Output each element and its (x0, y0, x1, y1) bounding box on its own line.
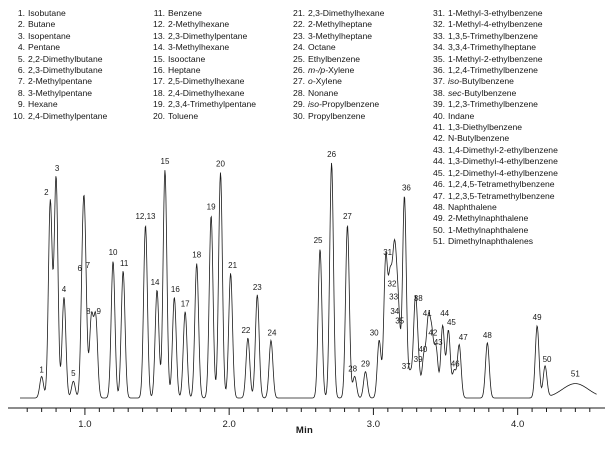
legend-item-label: Dimethylnaphthalenes (448, 236, 534, 247)
legend-item (288, 111, 428, 122)
legend-item-number: 20. (153, 110, 165, 121)
legend-item-number: 33. (433, 30, 445, 41)
legend-item-label: 2,4-Dimethylpentane (28, 110, 108, 121)
peak-label: 44 (440, 309, 450, 318)
legend-item-number: 41. (433, 122, 445, 133)
legend-item (428, 19, 606, 30)
peak-label: 50 (542, 354, 552, 364)
peak-label: 41 (422, 309, 432, 318)
x-axis-tick-label: 4.0 (511, 419, 525, 430)
legend-item (8, 99, 148, 110)
legend-item-number: 25. (293, 53, 305, 64)
legend-item-label: 1,3-Diethylbenzene (448, 122, 523, 133)
legend-item-number: 1. (17, 8, 25, 18)
chromatogram-plot (0, 150, 609, 450)
legend-item-label: 1,2-Dimethyl-4-ethylbenzene (448, 167, 558, 178)
legend-item (148, 8, 288, 19)
legend-item (148, 111, 288, 122)
peak-label: 40 (418, 345, 428, 355)
peak-label: 46 (450, 359, 460, 369)
legend-item (428, 111, 606, 122)
legend-item-number: 46. (433, 179, 445, 190)
x-axis-tick-label: 3.0 (366, 419, 381, 430)
legend-item (8, 31, 148, 42)
legend-item (288, 76, 428, 87)
legend-item-label: Ethylbenzene (308, 53, 361, 64)
x-axis-label: Min (295, 425, 314, 436)
legend-item-label: 1,2,4,5-Tetramethylbenzene (448, 179, 555, 190)
peak-label: 7 (85, 261, 91, 271)
legend-item (288, 19, 428, 30)
peak-label: 45 (446, 317, 456, 327)
peak-label: 29 (361, 359, 370, 369)
legend-item-label: 2-Methylheptane (308, 19, 373, 30)
legend-item-number: 8. (17, 87, 25, 98)
legend-item-number: 12. (153, 19, 165, 30)
peak-label: 47 (458, 333, 468, 343)
legend-item (428, 76, 606, 87)
legend-item-number: 39. (433, 99, 445, 110)
legend-item-label: 3-Methylheptane (308, 30, 373, 41)
legend-item-label: iso-Butylbenzene (448, 76, 514, 87)
legend-item-number: 14. (153, 42, 165, 53)
legend-item-number: 36. (433, 65, 445, 76)
peak-label: 49 (532, 313, 542, 322)
legend-item (288, 42, 428, 53)
x-axis-tick-label: 2.0 (222, 419, 236, 430)
legend-item-number: 4. (17, 42, 25, 53)
legend-item-label: 2,3-Dimethylpentane (168, 30, 248, 41)
chromatogram-trace (0, 150, 609, 450)
legend-item-label: 1,2,3,5-Tetramethylbenzene (448, 190, 555, 201)
legend-item-label: Isopentane (28, 30, 71, 41)
legend-item (428, 88, 606, 99)
peak-label: 16 (170, 285, 180, 295)
legend-item-label: 3-Methylhexane (168, 42, 230, 53)
peak-label: 4 (61, 285, 67, 295)
peak-label: 35 (395, 316, 405, 326)
legend-item-number: 5. (17, 53, 25, 64)
legend-item-number: 23. (293, 30, 305, 41)
peak-label: 43 (433, 338, 443, 347)
legend-item (148, 88, 288, 99)
legend-item-label: iso-Propylbenzene (308, 99, 380, 110)
peak-label: 12,13 (135, 212, 156, 222)
legend-item-number: 40. (433, 110, 445, 121)
legend-item-label: N-Butylbenzene (448, 133, 510, 144)
legend-item-number: 24. (293, 42, 305, 53)
peak-label: 28 (348, 364, 358, 374)
legend-item-number: 32. (433, 19, 445, 30)
peak-label: 11 (119, 258, 129, 268)
legend-item-number: 15. (153, 53, 165, 64)
legend-item-label: 1,4-Dimethyl-2-ethylbenzene (448, 144, 558, 155)
legend-item (8, 65, 148, 76)
legend-item-label: sec-Butylbenzene (448, 87, 517, 98)
peak-label: 9 (96, 306, 101, 316)
legend-item-label: m-/p-Xylene (308, 65, 355, 76)
peak-label: 20 (216, 159, 225, 169)
legend-item-label: 2-Methylhexane (168, 19, 230, 30)
legend-item-label: 3,3,4-Trimethylheptane (448, 42, 537, 53)
legend-item-number: 48. (433, 201, 445, 212)
legend-item-number: 31. (433, 8, 445, 18)
legend-item (8, 42, 148, 53)
legend-item-label: 2,4-Dimethylhexane (168, 87, 245, 98)
legend-item (428, 8, 606, 19)
legend-item-label: Heptane (168, 65, 201, 76)
legend-item-label: Pentane (28, 42, 61, 53)
legend-item (288, 99, 428, 110)
peak-label: 14 (150, 278, 160, 287)
legend-item-number: 49. (433, 213, 445, 224)
legend-item-number: 22. (293, 19, 305, 30)
legend-item-label: o-Xylene (308, 76, 342, 87)
peak-label: 23 (252, 282, 262, 292)
legend-item-label: Benzene (168, 8, 202, 18)
legend-column (8, 8, 148, 122)
peak-label: 33 (389, 292, 399, 302)
peak-label: 10 (108, 248, 118, 258)
peak-label: 31 (383, 248, 393, 258)
legend-item-number: 35. (433, 53, 445, 64)
legend-item-number: 37. (433, 76, 445, 87)
peak-label: 19 (206, 202, 216, 212)
peak-label: 25 (313, 236, 323, 246)
peak-label: 2 (44, 188, 49, 198)
legend-item-label: Indane (448, 110, 475, 121)
peak-label: 17 (180, 299, 190, 309)
legend-item-label: Isobutane (28, 8, 66, 18)
legend-item (148, 99, 288, 110)
legend-item (288, 54, 428, 65)
legend-item-number: 13. (153, 30, 165, 41)
legend-item-number: 43. (433, 144, 445, 155)
legend-item-number: 10. (13, 110, 25, 121)
legend-item-number: 50. (433, 224, 445, 235)
legend-item-number: 34. (433, 42, 445, 53)
legend-item-number: 16. (153, 65, 165, 76)
legend-item (288, 8, 428, 19)
legend-item-label: 1-Methyl-2-ethylbenzene (448, 53, 543, 64)
legend-item-label: 1-Methylnaphthalene (448, 224, 529, 235)
legend-item-number: 27. (293, 76, 305, 87)
legend-item (428, 122, 606, 133)
legend-item-label: 1,2,4-Trimethylbenzene (448, 65, 538, 76)
legend-item-label: 1,3-Dimethyl-4-ethylbenzene (448, 156, 558, 167)
legend-item-number: 30. (293, 110, 305, 121)
legend-item-label: Naphthalene (448, 201, 497, 212)
legend-item-number: 29. (293, 99, 305, 110)
peak-label: 3 (54, 164, 60, 174)
legend-item-label: 2-Methylpentane (28, 76, 93, 87)
peak-label: 27 (342, 212, 352, 222)
legend-item-label: Octane (308, 42, 336, 53)
legend-item-number: 3. (17, 30, 25, 41)
legend-item (428, 133, 606, 144)
legend-item (148, 65, 288, 76)
legend-item-number: 42. (433, 133, 445, 144)
peak-label: 8 (86, 306, 91, 316)
legend-item-label: 2,3-Dimethylhexane (308, 8, 385, 18)
legend-item-label: Toluene (168, 110, 199, 121)
legend-item (428, 42, 606, 53)
legend-item (428, 31, 606, 42)
legend-item-number: 11. (153, 8, 165, 18)
peak-label: 34 (390, 306, 400, 316)
legend-item (8, 54, 148, 65)
legend-item-number: 45. (433, 167, 445, 178)
peak-label: 5 (71, 369, 76, 379)
x-axis-tick-label: 1.0 (78, 419, 92, 430)
legend-item (428, 99, 606, 110)
legend-item (148, 76, 288, 87)
peak-label: 1 (39, 365, 44, 375)
legend-item-number: 47. (433, 190, 445, 201)
peak-label: 30 (369, 328, 379, 338)
legend-item-label: 1-Methyl-3-ethylbenzene (448, 8, 543, 18)
peak-label: 51 (570, 369, 580, 379)
peak-label: 48 (482, 330, 492, 340)
legend-item-label: 2-Methylnaphthalene (448, 213, 529, 224)
legend-item-number: 6. (17, 65, 25, 76)
legend-item-number: 51. (433, 236, 445, 247)
peak-label: 42 (428, 328, 438, 338)
legend-item-label: 1,3,5-Trimethylbenzene (448, 30, 538, 41)
peak-label: 22 (241, 326, 251, 335)
legend-item-number: 38. (433, 87, 445, 98)
peak-label: 21 (228, 261, 238, 271)
peak-label: 39 (413, 354, 423, 364)
legend-item (428, 65, 606, 76)
legend-item (8, 76, 148, 87)
legend-item-label: 2,3,4-Trimethylpentane (168, 99, 257, 110)
legend-item (288, 65, 428, 76)
legend-item (148, 54, 288, 65)
legend-item-label: 1,2,3-Trimethylbenzene (448, 99, 538, 110)
legend-column (288, 8, 428, 122)
legend-item-label: Isooctane (168, 53, 206, 64)
legend-item-number: 7. (17, 76, 25, 87)
legend-item-number: 19. (153, 99, 165, 110)
peak-label: 15 (160, 157, 170, 166)
legend-item-number: 21. (293, 8, 305, 18)
legend-item (148, 42, 288, 53)
peak-label: 38 (413, 293, 423, 303)
legend-column (148, 8, 288, 122)
legend-item-label: 3-Methylpentane (28, 87, 93, 98)
legend-item (8, 8, 148, 19)
legend-item-number: 28. (293, 87, 305, 98)
legend-item-label: 1-Methyl-4-ethylbenzene (448, 19, 543, 30)
legend-item (148, 19, 288, 30)
peak-label: 6 (77, 263, 82, 273)
legend-item-label: Hexane (28, 99, 58, 110)
legend-item (8, 19, 148, 30)
legend-item-label: Propylbenzene (308, 110, 366, 121)
legend-item (288, 31, 428, 42)
legend-item-number: 17. (153, 76, 165, 87)
legend-item (288, 88, 428, 99)
legend-item-number: 9. (17, 99, 25, 110)
legend-item (8, 88, 148, 99)
legend-item-number: 44. (433, 156, 445, 167)
legend-item-label: 2,3-Dimethylbutane (28, 65, 103, 76)
peak-label: 26 (327, 150, 337, 159)
peak-label: 24 (267, 328, 277, 338)
legend-item-number: 2. (17, 19, 25, 30)
legend-item-label: 2,2-Dimethylbutane (28, 53, 103, 64)
legend-item-number: 18. (153, 87, 165, 98)
legend-item (8, 111, 148, 122)
peak-label: 37 (401, 362, 411, 371)
legend-item (148, 31, 288, 42)
legend-item-number: 26. (293, 65, 305, 76)
peak-label: 32 (387, 279, 397, 289)
peak-label: 18 (192, 250, 202, 260)
peak-label: 36 (401, 183, 411, 193)
legend-item (428, 54, 606, 65)
legend-item-label: Butane (28, 19, 56, 30)
legend-item-label: Nonane (308, 87, 339, 98)
trace-line (20, 163, 597, 398)
legend-item-label: 2,5-Dimethylhexane (168, 76, 245, 87)
